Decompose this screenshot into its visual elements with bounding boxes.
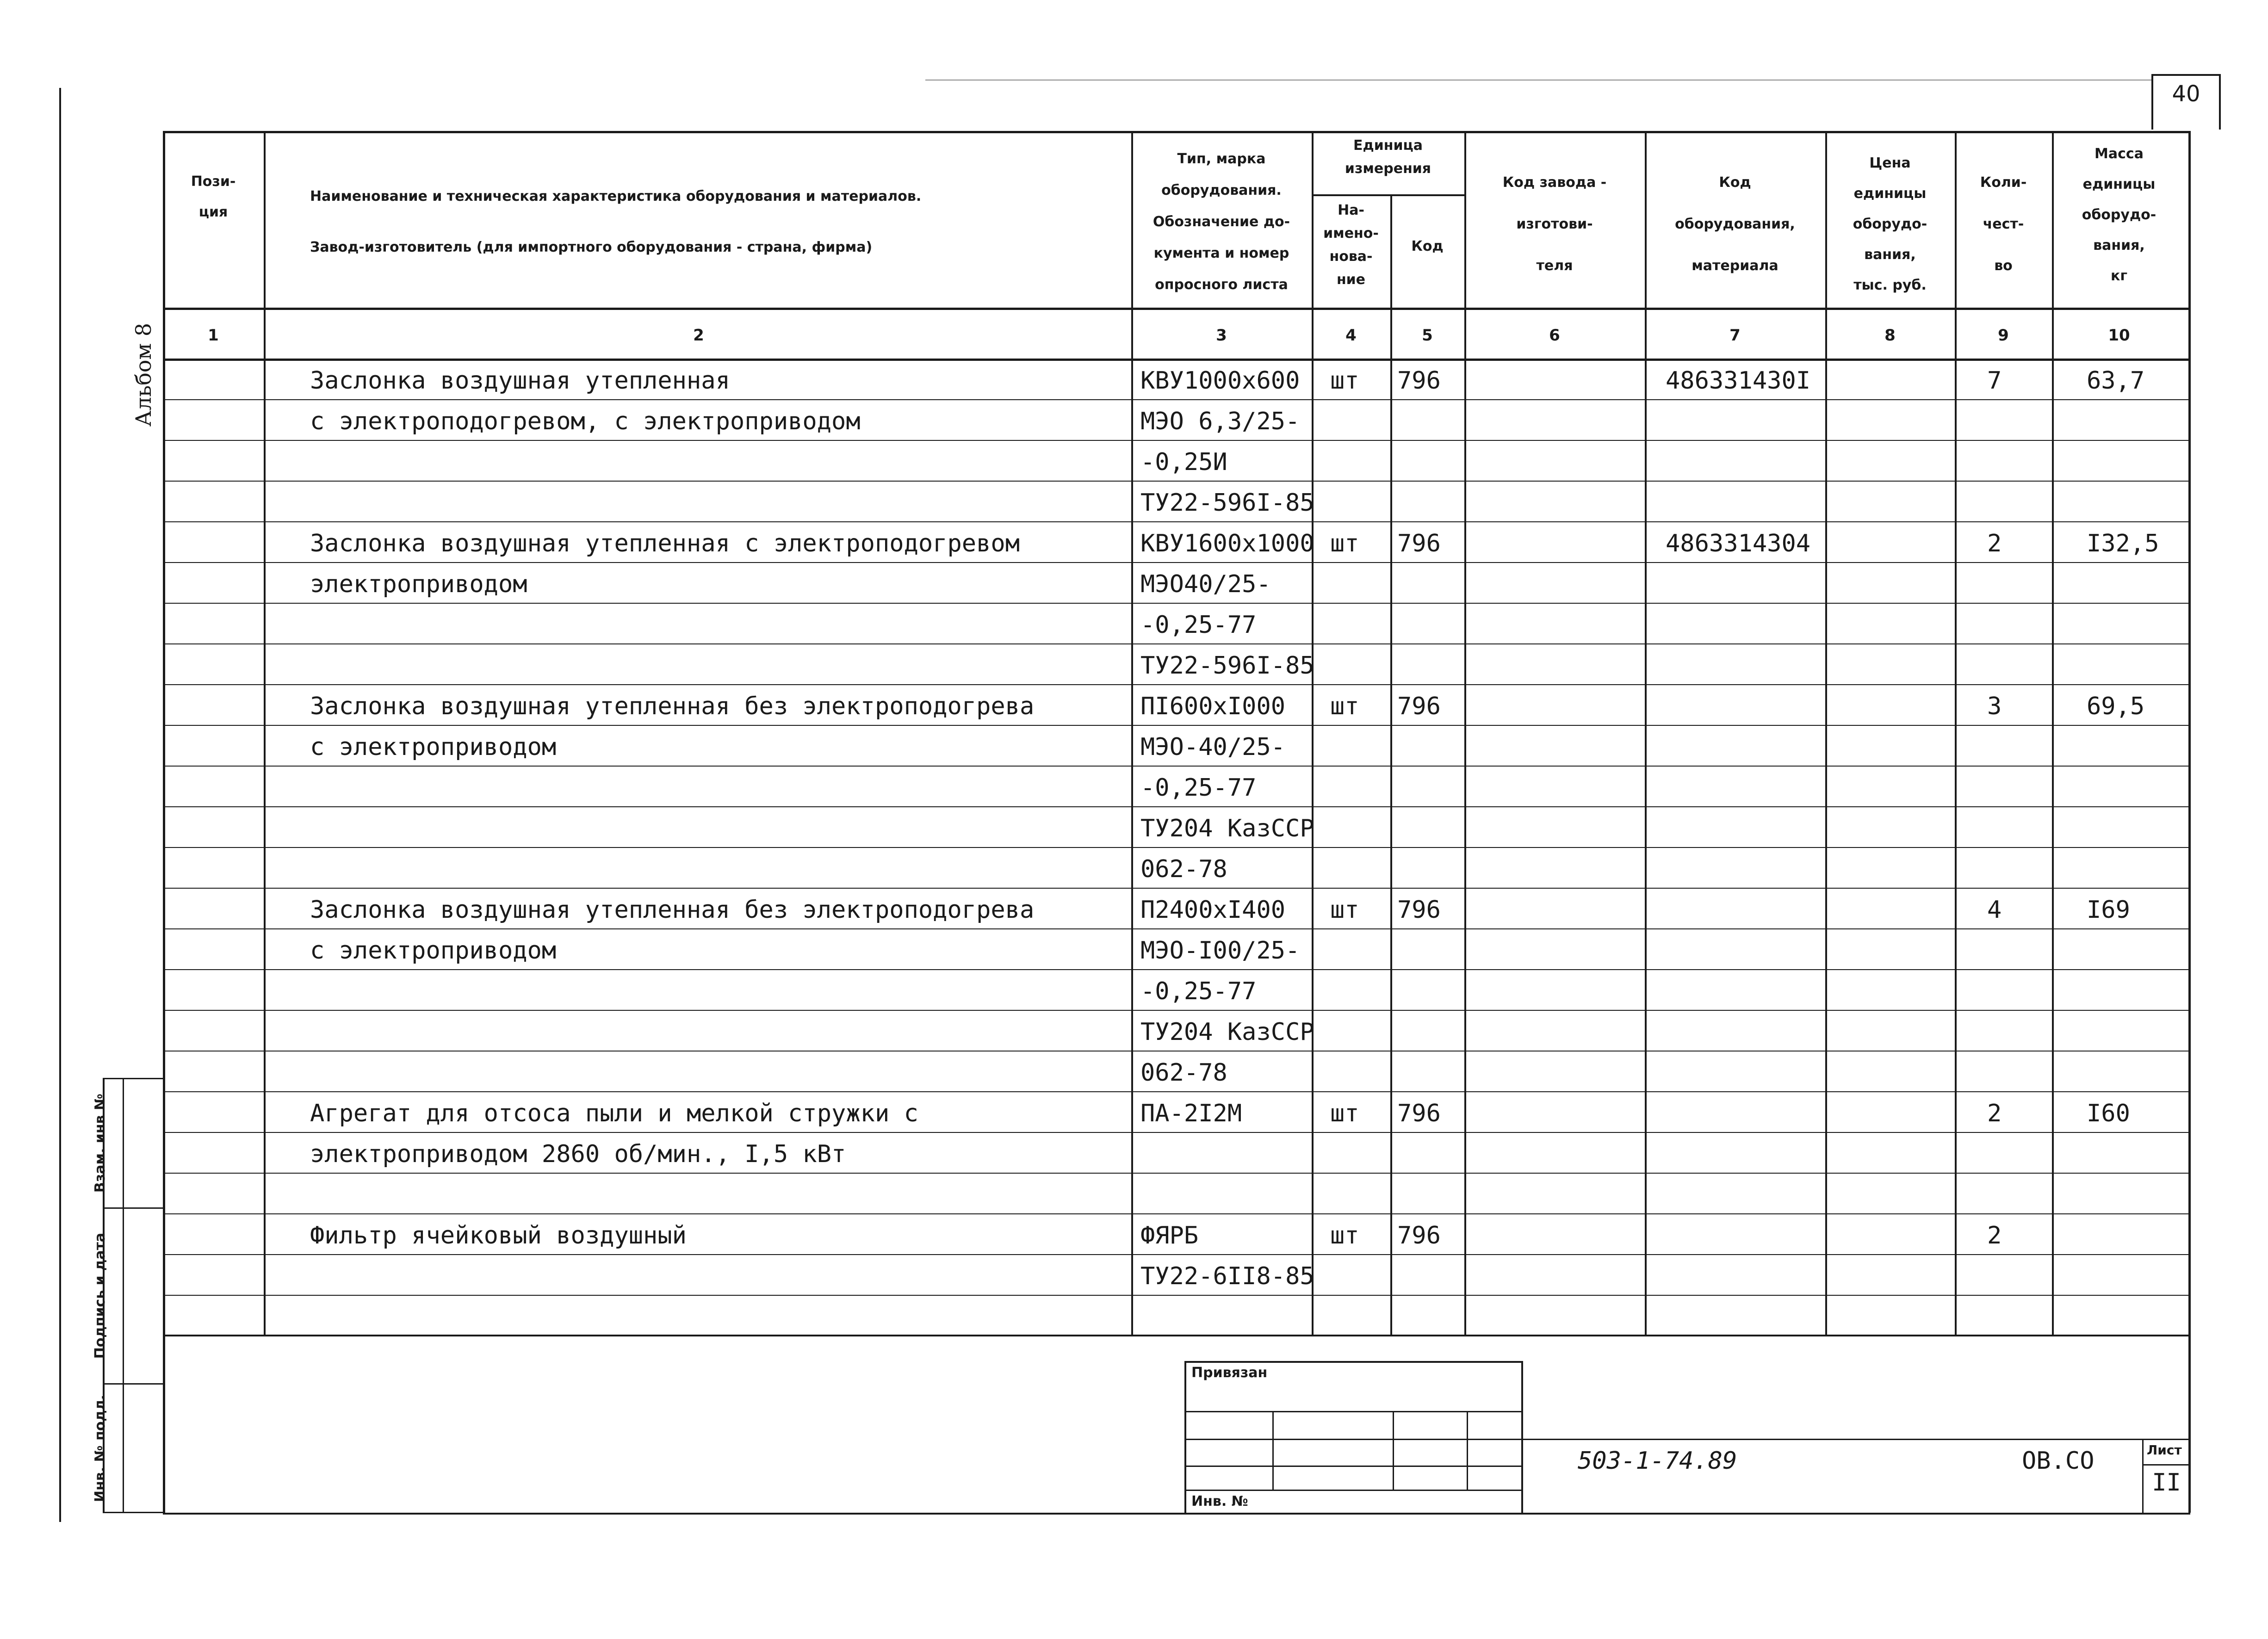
column-line-6 <box>1645 131 1647 1335</box>
item-material-code: 486331430I <box>1666 367 1811 395</box>
item-name: электроприводом <box>310 570 527 598</box>
header-bottom-line <box>163 308 2190 310</box>
row-line-7 <box>163 643 2188 644</box>
item-quantity: 2 <box>1987 1100 2002 1127</box>
item-quantity: 3 <box>1987 693 2002 720</box>
item-type: -0,25-77 <box>1140 774 1257 802</box>
item-mass: I60 <box>2087 1100 2130 1127</box>
sheet-box-divider <box>2142 1464 2188 1466</box>
row-line-19 <box>163 1132 2188 1133</box>
stamp-margin-div1 <box>103 1207 163 1209</box>
item-type: КВУ1600х1000 <box>1140 530 1314 557</box>
item-mass: I32,5 <box>2087 530 2159 557</box>
left-margin-line <box>59 88 61 1522</box>
item-quantity: 7 <box>1987 367 2002 395</box>
row-line-16 <box>163 1010 2188 1011</box>
item-unit-code: 796 <box>1397 1222 1441 1249</box>
item-name: Заслонка воздушная утепленная <box>310 367 730 395</box>
doc-number: 503-1-74.89 <box>1578 1447 1737 1475</box>
item-type: 062-78 <box>1140 1059 1227 1087</box>
album-label: Альбом 8 <box>131 322 156 427</box>
header-col5: Код <box>1411 238 1444 254</box>
row-line-8 <box>163 684 2188 685</box>
stamp-row4 <box>1184 1490 1522 1491</box>
item-type: П2400хI400 <box>1140 896 1286 924</box>
stamp-col3 <box>1467 1411 1468 1490</box>
item-type: ПI600хI000 <box>1140 693 1286 720</box>
item-name: с электроподогревом, с электроприводом <box>310 408 861 435</box>
stamp-title-line <box>1522 1439 2188 1440</box>
colnum-2: 2 <box>693 326 704 345</box>
colnum-1: 1 <box>208 326 219 345</box>
item-unit: шт <box>1330 896 1359 924</box>
colnum-8: 8 <box>1884 326 1896 345</box>
colnum-10: 10 <box>2108 326 2130 345</box>
inv-no-label: Инв. № <box>1191 1493 1248 1509</box>
page-number-box-left <box>2151 74 2153 130</box>
item-type: МЭО 6,3/25- <box>1140 408 1300 435</box>
vzam-label: Взам. инв № <box>92 1093 108 1193</box>
row-line-13 <box>163 888 2188 889</box>
item-name: Заслонка воздушная утепленная без электроподогрева <box>310 896 1035 924</box>
item-type: КВУ1000х600 <box>1140 367 1300 395</box>
sheet-label: Лист <box>2147 1442 2182 1458</box>
item-name: Заслонка воздушная утепленная с электроподогревом <box>310 530 1020 557</box>
item-type: ТУ22-6II8-85 <box>1140 1262 1314 1290</box>
row-line-1 <box>163 399 2188 400</box>
header-col8: Цена единицы оборудо- вания, тыс. руб. <box>1853 155 1927 293</box>
header-col3: Тип, марка оборудования. Обозначение до- кумента и номер опросного листа <box>1153 151 1290 293</box>
stamp-row2 <box>1184 1439 1522 1440</box>
row-line-21 <box>163 1213 2188 1214</box>
header-col10: Масса единицы оборудо- вания, кг <box>2082 146 2156 284</box>
item-unit-code: 796 <box>1397 896 1441 924</box>
sheet-box-left <box>2142 1439 2144 1513</box>
item-type: МЭО40/25- <box>1140 570 1271 598</box>
header-col2: Наименование и техническая характеристика оборудования и материалов. Завод-изготовитель (для импортного оборудования - страна, фирма) <box>310 188 922 255</box>
item-name: электроприводом 2860 об/мин., I,5 кВт <box>310 1140 846 1168</box>
header-col9: Коли- чест- во <box>1980 174 2027 274</box>
stamp-margin-div2 <box>103 1383 163 1385</box>
row-line-22 <box>163 1254 2188 1255</box>
column-line-3 <box>1312 131 1314 1335</box>
item-unit: шт <box>1330 1222 1359 1249</box>
item-type: -0,25-77 <box>1140 977 1257 1005</box>
item-unit: шт <box>1330 1100 1359 1127</box>
row-line-18 <box>163 1091 2188 1092</box>
row-line-9 <box>163 725 2188 726</box>
stamp-row3 <box>1184 1466 1522 1467</box>
item-mass: I69 <box>2087 896 2130 924</box>
item-quantity: 2 <box>1987 1222 2002 1249</box>
stamp-row1 <box>1184 1411 1522 1412</box>
row-line-2 <box>163 440 2188 441</box>
row-line-14 <box>163 928 2188 929</box>
item-mass: 69,5 <box>2087 693 2145 720</box>
item-mass: 63,7 <box>2087 367 2145 395</box>
colnum-5: 5 <box>1422 326 1433 345</box>
item-name: Заслонка воздушная утепленная без электроподогрева <box>310 693 1035 720</box>
item-type: ТУ204 КазССР <box>1140 1018 1314 1046</box>
item-quantity: 2 <box>1987 530 2002 557</box>
row-line-12 <box>163 847 2188 848</box>
colnum-9: 9 <box>1998 326 2009 345</box>
section-code: ОВ.СО <box>2022 1447 2094 1475</box>
item-unit: шт <box>1330 367 1359 395</box>
table-bottom-border <box>163 1513 2190 1515</box>
column-line-2 <box>1131 131 1133 1335</box>
page-number: 40 <box>2172 81 2200 107</box>
page-number-box-right <box>2219 74 2221 130</box>
item-name: Агрегат для отсоса пыли и мелкой стружки с <box>310 1100 918 1127</box>
row-line-15 <box>163 969 2188 970</box>
row-line-10 <box>163 766 2188 767</box>
item-name: с электроприводом <box>310 733 557 761</box>
colnum-3: 3 <box>1216 326 1227 345</box>
item-type: ТУ22-596I-85 <box>1140 652 1314 680</box>
page-number-box-top <box>2151 74 2221 76</box>
item-type: ТУ204 КазССР <box>1140 815 1314 842</box>
sheet-number: II <box>2152 1469 2181 1497</box>
column-line-8 <box>1955 131 1957 1335</box>
privyazan-label: Привязан <box>1191 1365 1268 1381</box>
stamp-margin-top <box>103 1078 163 1079</box>
item-unit-code: 796 <box>1397 367 1441 395</box>
header-col45: Единица измерения <box>1345 137 1431 177</box>
item-unit: шт <box>1330 693 1359 720</box>
podpis-label: Подпись и дата <box>92 1232 108 1359</box>
header-col6: Код завода - изготови- теля <box>1502 174 1607 274</box>
column-line-7 <box>1825 131 1827 1335</box>
item-material-code: 4863314304 <box>1666 530 1811 557</box>
table-top-border <box>163 131 2190 133</box>
colnum-4: 4 <box>1345 326 1357 345</box>
row-line-5 <box>163 562 2188 563</box>
table-right-border <box>2188 131 2191 1513</box>
stamp-margin-bottom <box>103 1512 163 1513</box>
table-body-bottom <box>163 1335 2190 1336</box>
item-name: Фильтр ячейковый воздушный <box>310 1222 687 1249</box>
colnum-7: 7 <box>1729 326 1741 345</box>
row-line-4 <box>163 521 2188 522</box>
item-type: МЭО-I00/25- <box>1140 937 1300 965</box>
column-line-5 <box>1464 131 1466 1335</box>
colnum-6: 6 <box>1549 326 1560 345</box>
item-unit: шт <box>1330 530 1359 557</box>
unit-subheader-line <box>1312 194 1464 196</box>
inv-podl-label: Инв. № подл. <box>92 1394 108 1503</box>
header-col7: Код оборудования, материала <box>1675 174 1795 274</box>
stamp-box-top <box>1184 1361 1522 1363</box>
item-unit-code: 796 <box>1397 1100 1441 1127</box>
header-col1: Пози- ция <box>191 173 236 220</box>
item-quantity: 4 <box>1987 896 2002 924</box>
stamp-margin-inner <box>123 1078 124 1513</box>
stamp-col1 <box>1272 1411 1274 1490</box>
item-type: 062-78 <box>1140 855 1227 883</box>
header-col4: На- имено- нова- ние <box>1323 202 1379 288</box>
item-type: ПА-2I2М <box>1140 1100 1242 1127</box>
numrow-bottom-line <box>163 359 2190 361</box>
item-unit-code: 796 <box>1397 530 1441 557</box>
stamp-col2 <box>1393 1411 1394 1490</box>
row-line-23 <box>163 1295 2188 1296</box>
item-type: ТУ22-596I-85 <box>1140 489 1314 517</box>
row-line-6 <box>163 603 2188 604</box>
column-line-4 <box>1390 194 1392 1335</box>
item-type: -0,25-77 <box>1140 611 1257 639</box>
item-type: -0,25И <box>1140 448 1227 476</box>
row-line-11 <box>163 806 2188 807</box>
row-line-20 <box>163 1173 2188 1174</box>
item-type: МЭО-40/25- <box>1140 733 1286 761</box>
item-name: с электроприводом <box>310 937 557 965</box>
item-unit-code: 796 <box>1397 693 1441 720</box>
item-type: ФЯРБ <box>1140 1222 1199 1249</box>
row-line-3 <box>163 481 2188 482</box>
column-line-9 <box>2052 131 2054 1335</box>
column-line-1 <box>264 131 266 1335</box>
